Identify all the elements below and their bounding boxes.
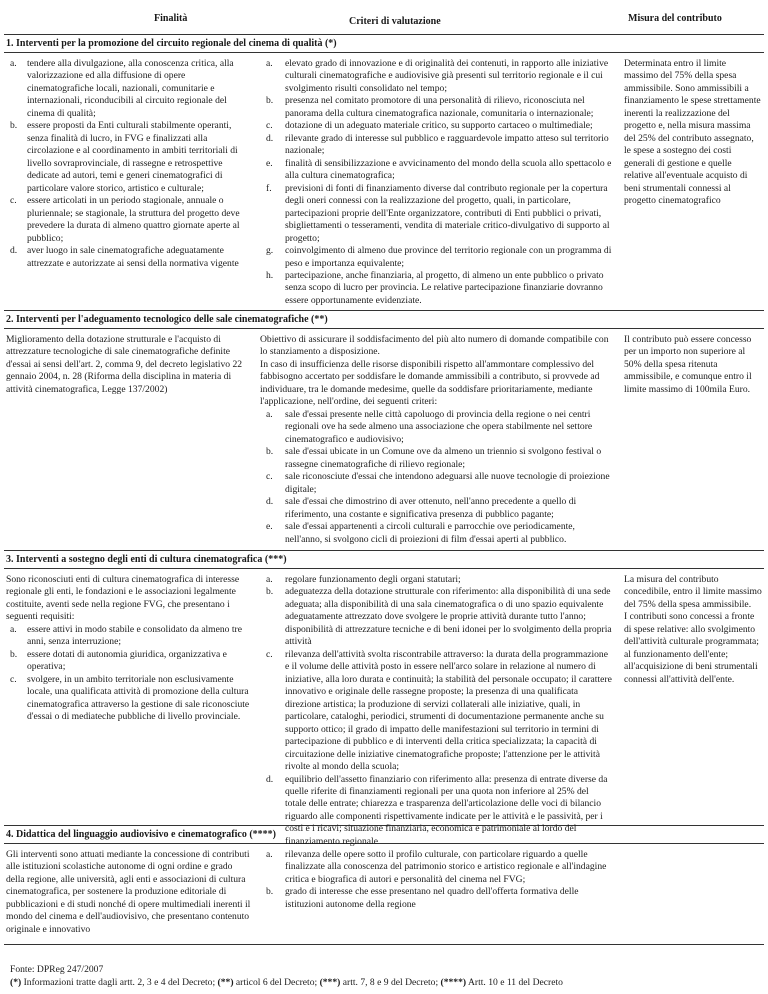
section-4-criteri <box>260 849 612 911</box>
list-item: a. sale d'essai presente nelle città capoluogo di provincia della regione o nei centri regionali ove ha sede almeno una associazione che opera stabilmente nel settore cinematografico e audiovisivo; <box>266 408 593 445</box>
list-item: c. essere articolati in un periodo stagionale, annuale o pluriennale; se stagionale, la struttura del progetto deve prevedere la durata di almeno quattro giornate aperte al pubblico; <box>10 195 240 244</box>
section-title-1: 1. Interventi per la promozione del circuito regionale del cinema di qualità (*) <box>4 35 764 53</box>
page <box>4 0 764 988</box>
list-item: a. regolare funzionamento degli organi statutari; <box>266 574 461 585</box>
section-3-finalita-list <box>6 624 252 724</box>
list-item: d. rilevante grado di interesse sul pubblico e ragguardevole impatto atteso sul territorio nazionale; <box>266 132 609 157</box>
list-item: b. grado di interesse che esse presentano nel quadro dell'offerta formativa delle istituzioni autonome della regione <box>266 886 579 910</box>
section-title-2: 2. Interventi per l'adeguamento tecnologico delle sale cinematografiche (**) <box>4 311 764 329</box>
list-item: e. sale d'essai appartenenti a circoli culturali e parrocchie ove periodicamente, nell'anno, si svolgono cicli di proiezioni di film d'essai aperti al pubblico. <box>266 521 575 545</box>
section-2-criteri: Obiettivo di assicurare il soddisfacimento del più alto numero di domande compatibile con lo stanziamento a disposizione. In caso di insufficienza delle risorse disponibili rispetto all'ammontare complessivo del fabbisogno accertato per soddisfare le domande ammissibili a contributo, si provvede ad individuare, tra le domande medesime, quelle da soddisfare prioritariamente, mediante l'applicazione, nell'ordine, dei seguenti criteri: a. sale d'essai presente nelle città capoluogo di provincia della regione o nei centri regionali ove ha sede almeno una associazione che opera stabilmente nel settore cinematografico e audiovisivo; b. sale d'essai ubicate in un Comune ove da almeno un triennio si svolgono festival o rassegne cinematografiche di rilievo regionale; c. sale riconosciute d'essai che intendono adeguarsi alle nuove tecnologie di proiezione digitale; d. sale d'essai che dimostrino di aver ottenuto, nell'anno precedente a quello di riferimento, una costante e significativa presenza di pubblico pagante; e. sale d'essai appartenenti a circoli culturali e parrocchie ove periodicamente, nell'anno, si svolgono cicli di proiezioni di film d'essai aperti al pubblico. <box>260 334 612 546</box>
list-item: d. aver luogo in sale cinematografiche adeguatamente attrezzate e autorizzate ai sensi della normativa vigente <box>10 245 239 269</box>
list-item: a. elevato grado di innovazione e di originalità dei contenuti, in rapporto alle iniziative culturali cinematografiche e audiovisive già presenti sul territorio regionale e il cui svolgimento risulti consolidato nel tempo; <box>266 58 609 94</box>
list-item: d. sale d'essai che dimostrino di aver ottenuto, nell'anno precedente a quello di riferimento, una costante e significativa presenza di pubblico pagante; <box>266 496 577 520</box>
section-3-criteri <box>260 574 612 848</box>
list-item: h. partecipazione, anche finanziaria, al progetto, di almeno un ente pubblico o privato senza scopo di lucro per provincia. Le relative partecipazione finanziarie dovranno essere opportunamente evidenziate. <box>266 269 604 306</box>
list-item: b. presenza nel comitato promotore di una personalità di rilievo, riconosciuta nel panorama della cultura cinematografica nazionale, comunitaria o internazionale; <box>266 95 594 119</box>
list-item: b. sale d'essai ubicate in un Comune ove da almeno un triennio si svolgono festival o rassegne cinematografiche di rilievo regionale; <box>266 446 602 470</box>
list-item: c. dotazione di un adeguato materiale critico, su supporto cartaceo o multimediale; <box>266 120 593 132</box>
list-item: a. rilevanza delle opere sotto il profilo culturale, con particolare riguardo a quelle finalizzate alla conoscenza del patrimonio storico e artistico regionale e all'indagine critica e biografica di autori e personalità del cinema nel FVG; <box>266 849 607 885</box>
section-row-2 <box>4 329 764 551</box>
header-misura: Misura del contributo <box>628 13 722 24</box>
section-title-3: 3. Interventi a sostegno degli enti di cultura cinematografica (***) <box>4 551 764 569</box>
list-item: b. essere dotati di autonomia giuridica, organizzativa e operativa; <box>10 648 227 673</box>
list-item: c. svolgere, in un ambito territoriale non esclusivamente locale, una qualificata attività di promozione della cultura cinematografica attraverso la gestione di sale riconosciute d'essai o di mediateche pubbliche di livello provinciale. <box>10 673 250 723</box>
section-title-4: 4. Didattica del linguaggio audiovisivo e cinematografico (****) <box>4 826 764 844</box>
section-3-criteri-list <box>260 574 612 848</box>
list-item: b. adeguatezza della dotazione strutturale con riferimento: alla disponibilità di una sede adeguata; alla disponibilità di una sala cinematografica o di uno spazio equivalente adeguatamente attrezzato dove svolgere le proprie attività durante tutto l'anno; disponibilità di attrezzature tecniche e di beni idonei per lo svolgimento della propria attività <box>266 586 612 648</box>
section-1-misura: Determinata entro il limite massimo del 75% della spesa ammissibile. Sono ammissibili a finanziamento le spese strettamente inerenti la realizzazione del progetto e, nella misura massima del 25% del contributo assegnato, le spese a sostegno dei costi generali di gestione e quelle relative all'eventuale acquisto di beni strumentali connessi al progetto cinematografico <box>624 58 761 207</box>
list-item: c. sale riconosciute d'essai che intendono adeguarsi alle nuove tecnologie di proiezione digitale; <box>266 471 610 495</box>
list-item: b. essere proposti da Enti culturali stabilmente operanti, senza finalità di lucro, in FVG e finalizzati alla circolazione e al coordinamento in ambiti territoriali di livello sovraprovinciale, di rassegne e retrospettive dedicate ad autori, temi e generi cinematografici di particolare valore storico, artistico e culturale; <box>10 120 238 194</box>
list-item: e. finalità di sensibilizzazione e avvicinamento del mondo della scuola allo spettacolo e alla cultura cinematografica; <box>266 157 612 182</box>
section-1-criteri <box>260 58 612 307</box>
section-3-finalita: Sono riconosciuti enti di cultura cinematografica di interesse regionale gli enti, le fondazioni e le associazioni legalmente costituite, aventi sede nella regione FVG, che presentano i seguenti requisiti: a. essere attivi in modo stabile e consolidato da almeno tre anni, senza interruzione; b. essere dotati di autonomia giuridica, organizzativa e operativa; c. svolgere, in un ambito territoriale non esclusivamente locale, una qualificata attività di promozione della cultura cinematografica attraverso la gestione di sale riconosciute d'essai o di mediateche pubbliche di livello provinciale. <box>6 574 252 724</box>
table-header <box>4 0 764 35</box>
list-item: f. previsioni di fonti di finanziamento diverse dal contributo regionale per la copertura degli oneri connessi con la realizzazione del progetto, quali, in particolare, partecipazioni proprie dell'Ente organizzatore, contributi di Enti pubblici o privati, sbigliettamenti o tesseramenti, vendita di materiale critico-divulgativo di supporto al progetto; <box>266 182 610 244</box>
footer-notes: (*) Informazioni tratte dagli artt. 2, 3 e 4 del Decreto; (**) articol 6 del Decreto; (***) artt. 7, 8 e 9 del Decreto; (****) Artt. 10 e 11 del Decreto <box>10 977 563 988</box>
section-1-finalita <box>6 58 252 270</box>
section-2-misura: Il contributo può essere concesso per un importo non superiore al 50% della spesa ritenuta ammissibile, e comunque entro il limite massimo di 100mila Euro. <box>624 334 752 395</box>
list-item: g. coinvolgimento di almeno due province del territorio regionale con un programma di peso e importanza equivalente; <box>266 245 612 269</box>
section-3-misura: La misura del contributo concedibile, entro il limite massimo del 75% della spesa ammissibile. I contributi sono concessi a fronte di spese relative: allo svolgimento dell'attività culturale programmata; al funzionamento dell'ente; all'acquisizione di beni strumentali connessi all'attività dell'ente. <box>624 574 762 685</box>
list-item: c. rilevanza dell'attività svolta riscontrabile attraverso: la durata della programmazione e il volume delle attività posto in essere nell'arco solare in relazione al numero di iniziative, alla loro durata e continuità; la stabilità del personale occupato; il carattere innovativo e originale delle rassegne proposte; la presenza di una qualificata direzione artistica; la produzione di servizi collaterali alle iniziative, quali, in particolare, cataloghi, periodici, strumenti di documentazione permanente anche su supporto ottico; il grado di impatto delle manifestazioni sul territorio in termini di partecipazione di pubblico e di interventi della critica specializzata; la capacità di circuitazione delle iniziative cinematografiche proposte; l'attenzione per le attività rivolte al mondo della scuola; <box>266 648 612 773</box>
section-2-finalita: Miglioramento della dotazione strutturale e l'acquisto di attrezzature tecnologiche di sale cinematografiche definite d'essai ai sensi dell'art. 2, comma 9, del decreto legislativo 22 gennaio 2004, n. 28 (Riforma della disciplina in materia di attività cinematografica, Legge 137/2002) <box>6 334 243 395</box>
footer-source: Fonte: DPReg 247/2007 <box>10 964 104 975</box>
section-4-finalita: Gli interventi sono attuati mediante la concessione di contributi alle istituzioni scolastiche autonome di ogni ordine e grado della regione, alle università, agli enti e associazioni di cultura cinematografica, per sostenere la produzione editoriale di pubblicazioni e di studi nonché di opere multimediali inerenti il mondo del cinema e dell'audiovisivo, che presentano contenuto originale e innovativo <box>6 849 251 935</box>
list-item: a. essere attivi in modo stabile e consolidato da almeno tre anni, senza interruzione; <box>10 623 242 648</box>
section-4-criteri-list <box>260 849 612 911</box>
list-item: a. tendere alla divulgazione, alla conoscenza critica, alla valorizzazione ed alla diffusione di opere cinematografiche locali, nazionali, comunitarie e internazionali, riconducibili al circuito regionale del cinema di qualità; <box>10 58 234 119</box>
section-1-criteri-list <box>260 58 612 307</box>
header-finalita: Finalità <box>154 13 188 24</box>
header-criteri: Criteri di valutazione <box>349 16 441 27</box>
section-2-criteri-list <box>260 409 612 546</box>
section-1-finalita-list <box>6 58 252 270</box>
section-row-1 <box>4 53 764 311</box>
section-row-4 <box>4 844 764 945</box>
list-item: d. equilibrio dell'assetto finanziario con riferimento alla: presenza di entrate diverse da quelle riferite di finanziamenti regionali per una quota non inferiore al 25% del totale delle entrate; chiarezza e trasparenza dell'articolazione delle voci di bilancio riguardo alle componenti rispettivamente indicate per le attività e le passività, per i costi e i ricavi; situazione finanziaria, economica e patrimoniale al lordo del finanziamento regionale <box>266 773 608 847</box>
